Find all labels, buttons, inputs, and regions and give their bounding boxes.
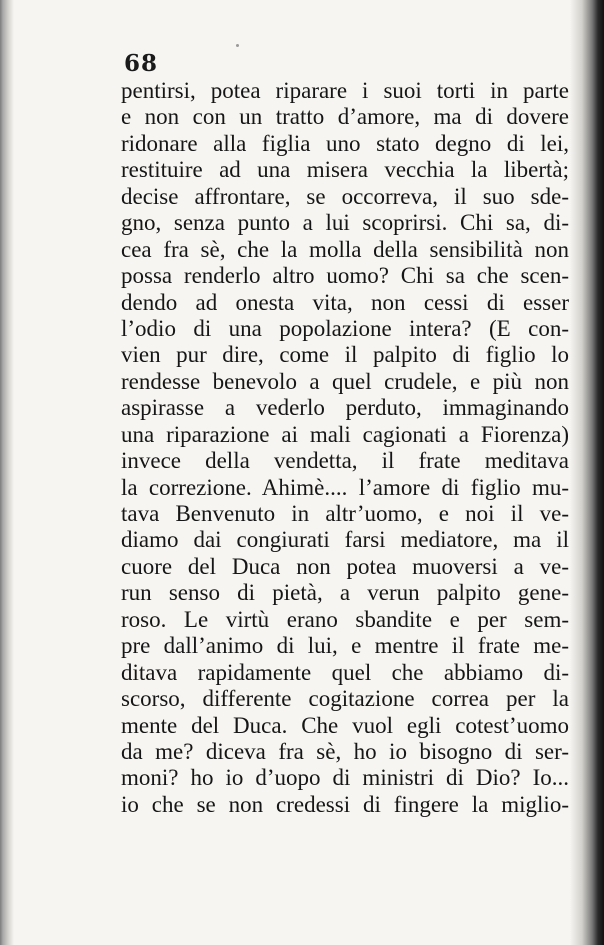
page-edge-shadow bbox=[570, 0, 604, 945]
text-line: moni? ho io d’uopo di ministri di Dio? Io... bbox=[121, 765, 569, 791]
text-line: cea fra sè, che la molla della sensibilità non bbox=[121, 236, 569, 262]
text-line: gno, senza punto a lui scoprirsi. Chi sa, di- bbox=[121, 210, 569, 236]
text-line: run senso di pietà, a verun palpito gene- bbox=[121, 580, 569, 606]
text-line: mente del Duca. Che vuol egli cotest’uomo bbox=[121, 712, 569, 738]
page-number: 68 bbox=[124, 50, 159, 77]
text-line: pentirsi, potea riparare i suoi torti in parte bbox=[121, 78, 569, 103]
text-line: restituire ad una misera vecchia la libertà; bbox=[121, 157, 569, 183]
text-line: una riparazione ai mali cagionati a Fiorenza) bbox=[121, 421, 569, 447]
text-line: decise affrontare, se occorreva, il suo sde- bbox=[121, 183, 569, 209]
text-line: invece della vendetta, il frate meditava bbox=[121, 448, 569, 474]
text-line: cuore del Duca non potea muoversi a ve- bbox=[121, 553, 569, 579]
text-line: aspirasse a vederlo perduto, immaginando bbox=[121, 395, 569, 421]
text-line: ridonare alla figlia uno stato degno di lei, bbox=[121, 130, 569, 156]
text-line: la correzione. Ahimè.... l’amore di figlio mu- bbox=[121, 474, 569, 500]
text-line: dendo ad onesta vita, non cessi di esser bbox=[121, 289, 569, 315]
text-line: tava Benvenuto in altr’uomo, e noi il ve- bbox=[121, 501, 569, 526]
text-line: vien pur dire, come il palpito di figlio lo bbox=[121, 342, 569, 368]
text-line: ditava rapidamente quel che abbiamo di- bbox=[121, 659, 569, 685]
text-line: pre dall’animo di lui, e mentre il frate me- bbox=[121, 633, 569, 659]
text-line: diamo dai congiurati farsi mediatore, ma il bbox=[121, 527, 569, 553]
paper-speck bbox=[236, 44, 239, 47]
body-text bbox=[121, 78, 569, 818]
text-line: e non con un tratto d’amore, ma di dovere bbox=[121, 104, 569, 130]
text-line: rendesse benevolo a quel crudele, e più non bbox=[121, 368, 569, 394]
text-line: roso. Le virtù erano sbandite e per sem- bbox=[121, 606, 569, 632]
text-line: scorso, differente cogitazione correa per la bbox=[121, 686, 569, 712]
text-line: possa renderlo altro uomo? Chi sa che scen- bbox=[121, 263, 569, 289]
text-line: l’odio di una popolazione intera? (E con- bbox=[121, 315, 569, 341]
text-line: io che se non credessi di fingere la miglio- bbox=[121, 791, 569, 817]
binding-shadow bbox=[0, 0, 14, 945]
text-line: da me? diceva fra sè, ho io bisogno di ser- bbox=[121, 738, 569, 764]
